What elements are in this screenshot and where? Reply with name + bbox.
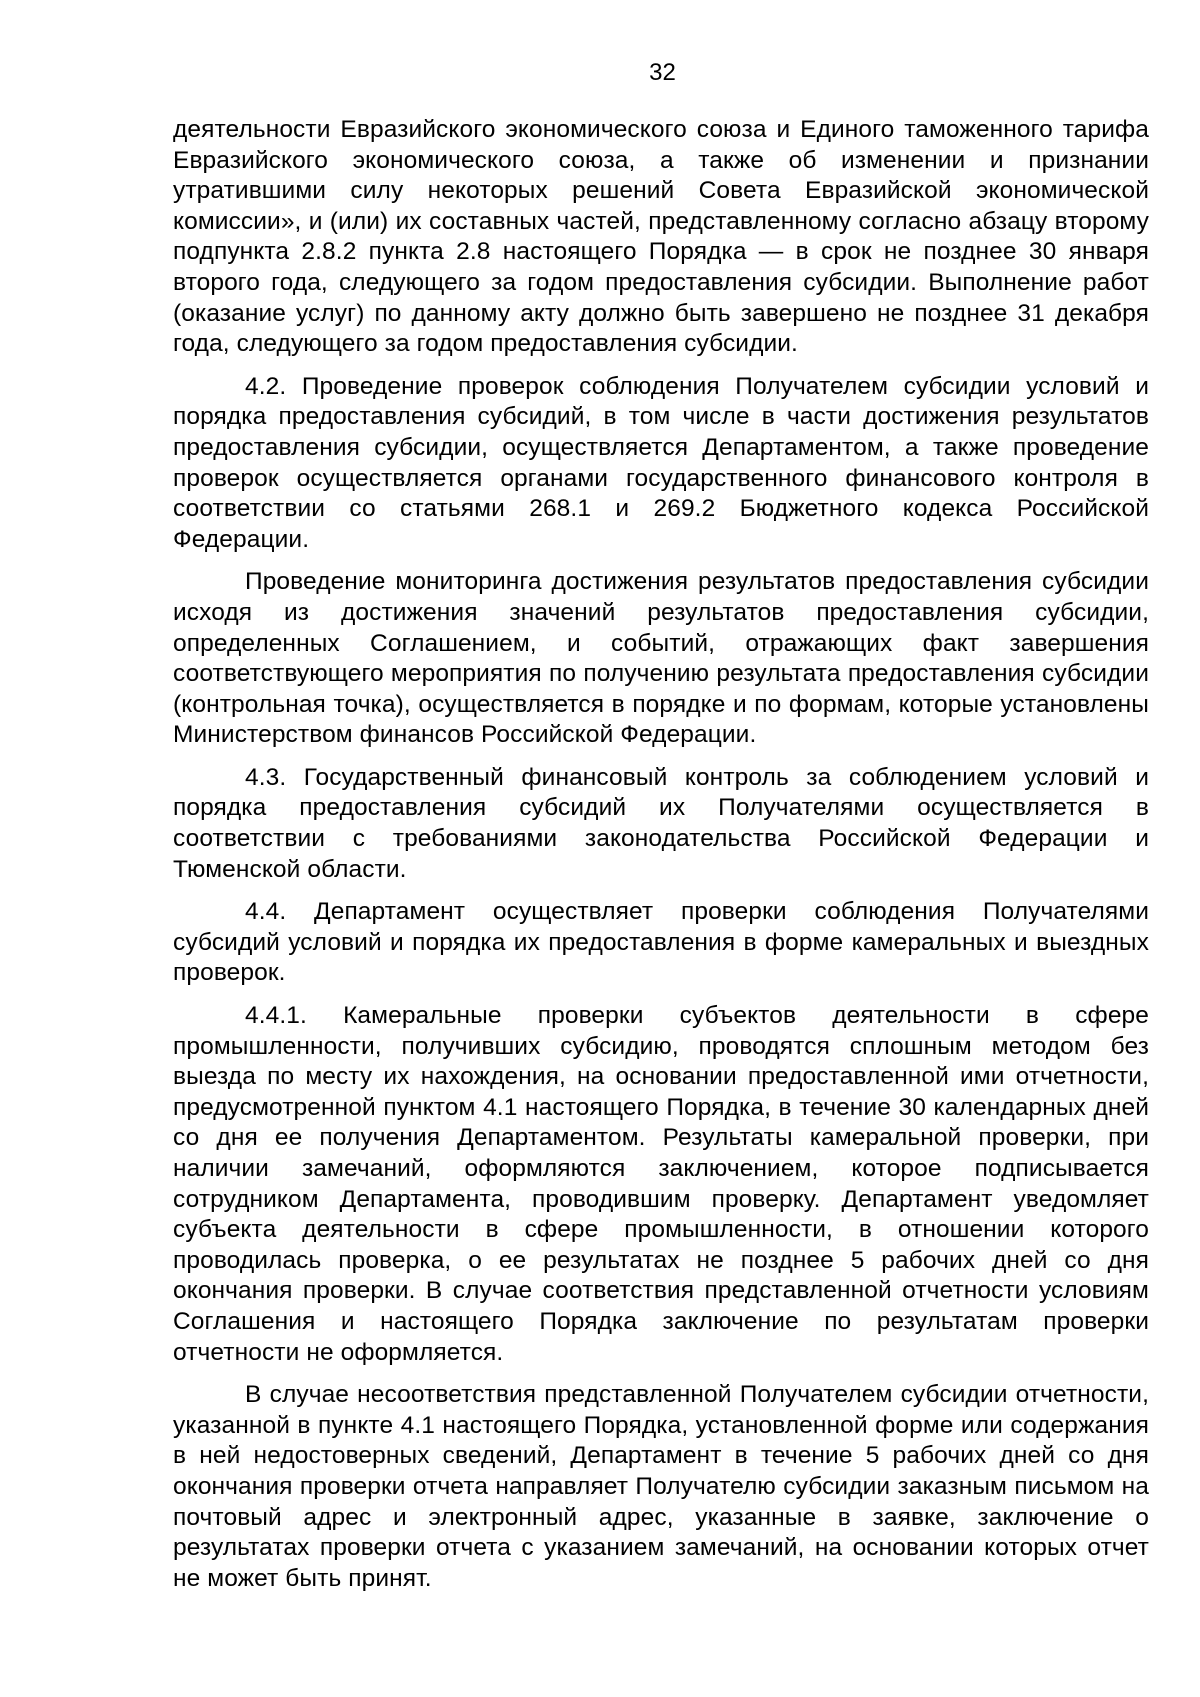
- paragraph-4-2: 4.2. Проведение проверок соблюдения Получателем субсидии условий и порядка предоставления субсидий, в том числе в части достижения результатов предоставления субсидии, осуществляется Департаментом, а также проведение проверок осуществляется органами государственного финансового контроля в соответствии со статьями 268.1 и 269.2 Бюджетного кодекса Российской Федерации.: [173, 372, 1149, 553]
- document-body: [173, 115, 1149, 1606]
- paragraph-monitoring: Проведение мониторинга достижения результатов предоставления субсидии исходя из достижения значений результатов предоставления субсидии, определенных Соглашением, и событий, отражающих факт завершения соответствующего мероприятия по получению результата предоставления субсидии (контрольная точка), осуществляется в порядке и по формам, которые установлены Министерством финансов Российской Федерации.: [173, 568, 1149, 749]
- paragraph-4-3: 4.3. Государственный финансовый контроль за соблюдением условий и порядка предоставления субсидий их Получателями осуществляется в соответствии с требованиями законодательства Российской Федерации и Тюменской области.: [173, 763, 1149, 883]
- paragraph-4-4-1: 4.4.1. Камеральные проверки субъектов деятельности в сфере промышленности, получивших субсидию, проводятся сплошным методом без выезда по месту их нахождения, на основании предоставленной ими отчетности, предусмотренной пунктом 4.1 настоящего Порядка, в течение 30 календарных дней со дня ее получения Департаментом. Результаты камеральной проверки, при наличии замечаний, оформляются заключением, которое подписывается сотрудником Департамента, проводившим проверку. Департамент уведомляет субъекта деятельности в сфере промышленности, в отношении которого проводилась проверка, о ее результатах не позднее 5 рабочих дней со дня окончания проверки. В случае соответствия представленной отчетности условиям Соглашения и настоящего Порядка заключение по результатам проверки отчетности не оформляется.: [173, 1002, 1149, 1366]
- paragraph-nonconformity: В случае несоответствия представленной Получателем субсидии отчетности, указанной в пункте 4.1 настоящего Порядка, установленной форме или содержания в ней недостоверных сведений, Департамент в течение 5 рабочих дней со дня окончания проверки отчета направляет Получателю субсидии заказным письмом на почтовый адрес и электронный адрес, указанные в заявке, заключение о результатах проверки отчета с указанием замечаний, на основании которых отчет не может быть принят.: [173, 1381, 1149, 1592]
- paragraph-4-4: 4.4. Департамент осуществляет проверки соблюдения Получателями субсидий условий и порядка их предоставления в форме камеральных и выездных проверок.: [173, 898, 1149, 987]
- paragraph-continuation: деятельности Евразийского экономического союза и Единого таможенного тарифа Евразийского экономического союза, а также об изменении и признании утратившими силу некоторых решений Совета Евразийской экономической комиссии», и (или) их составных частей, представленному согласно абзацу второму подпункта 2.8.2 пункта 2.8 настоящего Порядка — в срок не позднее 30 января второго года, следующего за годом предоставления субсидии. Выполнение работ (оказание услуг) по данному акту должно быть завершено не позднее 31 декабря года, следующего за годом предоставления субсидии.: [173, 116, 1149, 358]
- page-number: 32: [649, 59, 676, 86]
